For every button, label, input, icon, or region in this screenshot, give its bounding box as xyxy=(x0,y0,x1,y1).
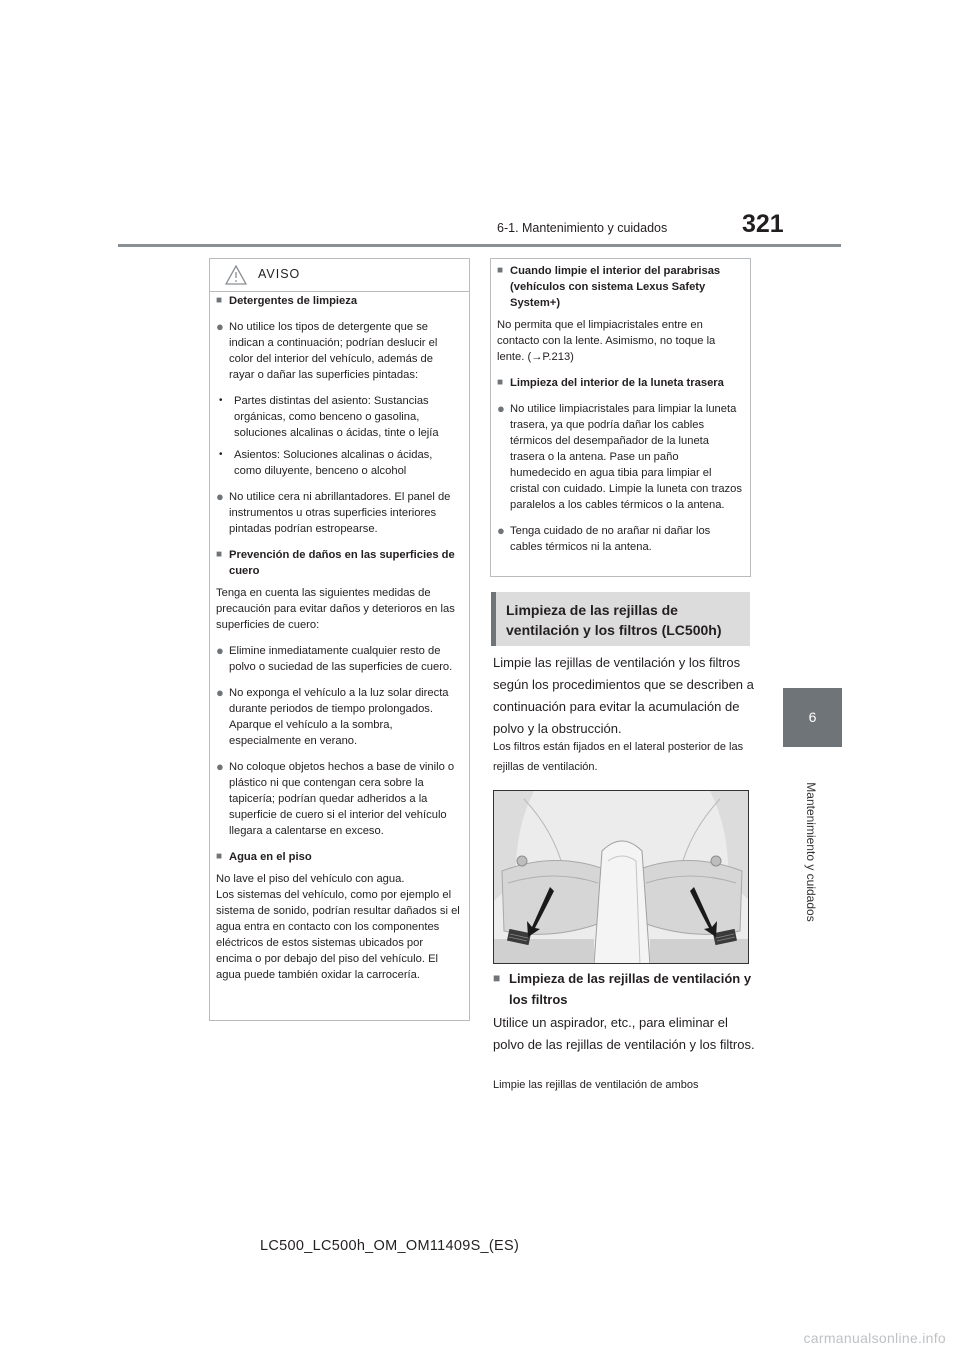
info-box xyxy=(490,258,751,577)
subheading-text: Cuando limpie el interior del parabrisas (vehículos con sistema Lexus Safety System+) xyxy=(510,265,721,309)
subheading xyxy=(493,968,755,1010)
subheading-text: Prevención de daños en las superficies de cuero xyxy=(229,549,455,577)
section-title xyxy=(491,592,750,646)
bullet-icon: • xyxy=(219,395,223,406)
square-marker-icon: ■ xyxy=(216,295,223,306)
vehicle-rear-illustration xyxy=(494,791,749,964)
subheading xyxy=(497,375,742,391)
list-item xyxy=(497,523,742,555)
list-item xyxy=(216,685,461,749)
square-marker-icon: ■ xyxy=(493,971,501,985)
list-item-text: No exponga el vehículo a la luz solar directa durante periodos de tiempo prolongados. Aparque el vehículo a la sombra, especialmente en verano. xyxy=(229,687,449,747)
list-item-text: No utilice los tipos de detergente que se indican a continuación; podrían deslucir el color del interior del vehículo, además de rayar o dañar las superficies pintadas: xyxy=(229,321,438,381)
subheading-text: Limpieza del interior de la luneta trasera xyxy=(510,377,724,389)
list-item-text: No utilice cera ni abrillantadores. El panel de instrumentos u otras superficies interiores pintadas podrían estropearse. xyxy=(229,491,451,535)
dot-marker-icon: ● xyxy=(216,319,224,334)
dot-marker-icon: ● xyxy=(216,759,224,774)
warning-icon xyxy=(225,265,247,285)
document-code: LC500_LC500h_OM_OM11409S_(ES) xyxy=(260,1238,520,1254)
square-marker-icon: ■ xyxy=(216,851,223,862)
step-text: Utilice un aspirador, etc., para eliminar el polvo de las rejillas de ventilación y los filtros. xyxy=(493,1015,755,1052)
paragraph xyxy=(216,585,461,633)
sub-list-item xyxy=(216,393,461,441)
subheading-text: Agua en el piso xyxy=(229,851,312,863)
section-title-text: Limpieza de las rejillas de ventilación y los filtros (LC500h) xyxy=(506,602,722,638)
intro-text: Limpie las rejillas de ventilación y los filtros según los procedimientos que se describen a continuación para evitar la acumulación de polvo y la obstrucción. xyxy=(493,655,754,736)
bullet-icon: • xyxy=(219,449,223,460)
header-rule xyxy=(118,244,841,247)
watermark: carmanualsonline.info xyxy=(803,1330,946,1346)
paragraph xyxy=(216,871,461,983)
subheading xyxy=(216,293,461,309)
subheading xyxy=(216,547,461,579)
dot-marker-icon: ● xyxy=(216,643,224,658)
info-content xyxy=(497,263,742,555)
dot-marker-icon: ● xyxy=(216,489,224,504)
list-item-text: Asientos: Soluciones alcalinas o ácidas, como diluyente, benceno o alcohol xyxy=(234,449,433,477)
vent-location-figure xyxy=(493,790,749,964)
dot-marker-icon: ● xyxy=(497,523,505,538)
list-item xyxy=(497,401,742,513)
intro-note: Los filtros están fijados en el lateral posterior de las rejillas de ventilación. xyxy=(493,741,744,773)
page-number: 321 xyxy=(742,210,784,238)
subheading xyxy=(497,263,742,311)
list-item xyxy=(216,489,461,537)
paragraph-text: Tenga en cuenta las siguientes medidas de precaución para evitar daños y deterioros en las superficies de cuero: xyxy=(216,587,455,631)
chapter-tab: 6 xyxy=(783,688,842,747)
list-item-text: No coloque objetos hechos a base de vinilo o plástico ni que contengan cera sobre la tapicería; podrían quedar adheridos a la superficie de cuero si el interior del vehículo llegara a calentarse en exceso. xyxy=(229,761,455,837)
list-item xyxy=(216,319,461,383)
chapter-tab-title: Mantenimiento y cuidados xyxy=(804,782,818,922)
section-label: 6-1. Mantenimiento y cuidados xyxy=(497,221,668,235)
step-note: Limpie las rejillas de ventilación de ambos xyxy=(493,1079,699,1091)
list-item-text: No utilice limpiacristales para limpiar la luneta trasera, ya que podría dañar los cables térmicos del desempañador de la luneta trasera o la antena. Pase un paño humedecido en agua tibia para limpiar el cristal con cuidado. Limpie la luneta con trazos paralelos a los cables térmicos o la antena. xyxy=(510,403,742,511)
sub-list-item xyxy=(216,447,461,479)
warning-header xyxy=(210,259,469,292)
list-item-text: Tenga cuidado de no arañar ni dañar los cables térmicos ni la antena. xyxy=(510,525,711,553)
warning-content xyxy=(216,293,461,983)
paragraph-text: No lave el piso del vehículo con agua. Los sistemas del vehículo, como por ejemplo el sistema de sonido, podrían resultar dañados si el agua entra en contacto con los componentes eléctricos de estos sistemas ubicados por encima o por debajo del piso del vehículo. El agua puede también oxidar la carrocería. xyxy=(216,873,460,981)
paragraph xyxy=(497,317,742,365)
square-marker-icon: ■ xyxy=(497,265,504,276)
list-item-text: Elimine inmediatamente cualquier resto de polvo o suciedad de las superficies de cuero. xyxy=(229,645,453,673)
list-item xyxy=(216,643,461,675)
warning-box xyxy=(209,258,470,1021)
subheading-text: Limpieza de las rejillas de ventilación y los filtros xyxy=(509,971,752,1007)
dot-marker-icon: ● xyxy=(216,685,224,700)
square-marker-icon: ■ xyxy=(216,549,223,560)
subheading xyxy=(216,849,461,865)
warning-label: AVISO xyxy=(258,267,301,281)
list-item xyxy=(216,759,461,839)
subheading-text: Detergentes de limpieza xyxy=(229,295,358,307)
paragraph-text: No permita que el limpiacristales entre en contacto con la lente. Asimismo, no toque la lente. (→P.213) xyxy=(497,319,716,363)
list-item-text: Partes distintas del asiento: Sustancias orgánicas, como benceno o gasolina, soluciones alcalinas o ácidas, tinte o lejía xyxy=(234,395,439,439)
dot-marker-icon: ● xyxy=(497,401,505,416)
square-marker-icon: ■ xyxy=(497,377,504,388)
